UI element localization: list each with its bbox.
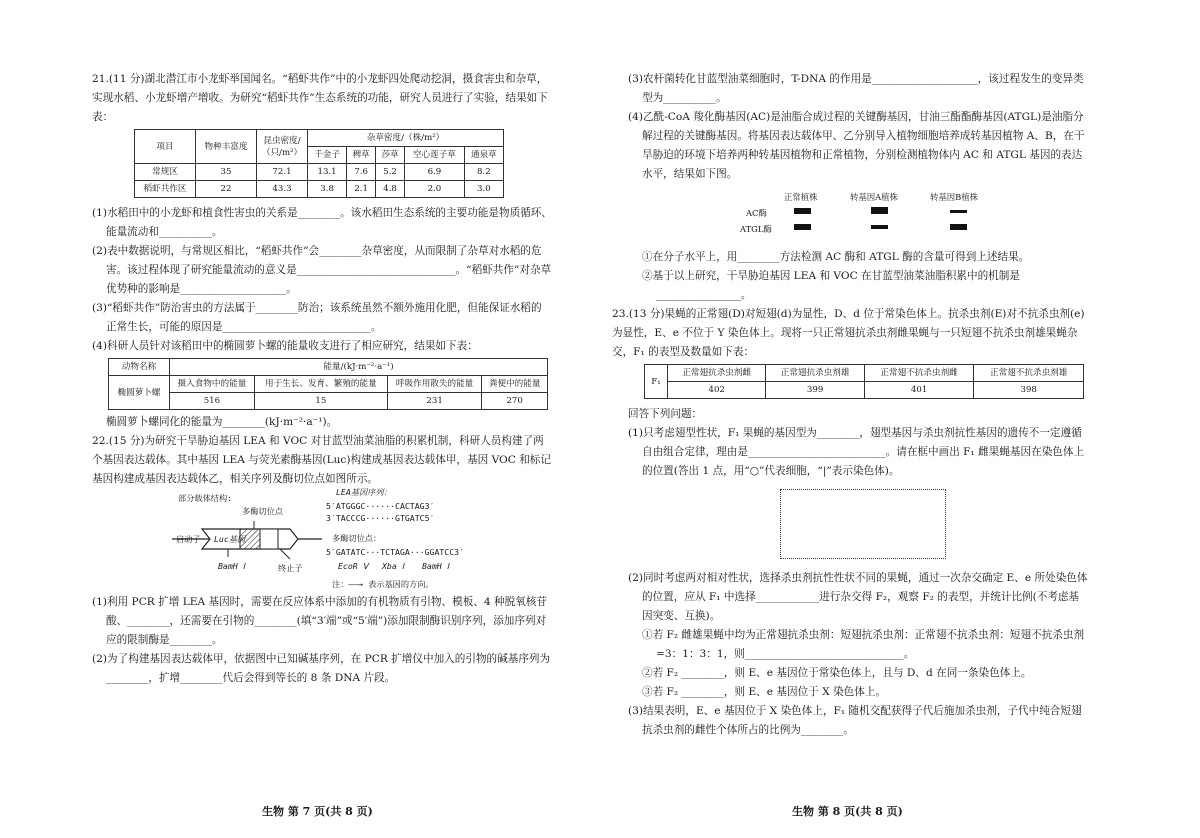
table-header: 项目 <box>135 130 196 164</box>
table-cell: 2.1 <box>347 181 376 198</box>
gel-band <box>794 208 811 214</box>
page-footer-left: 生物 第 7 页(共 8 页) <box>262 805 373 818</box>
table-cell: 516 <box>170 393 255 410</box>
table-header: 稗草 <box>347 147 376 164</box>
q21-table-1 <box>134 129 504 198</box>
table-cell: 13.1 <box>308 164 347 181</box>
table-header: 摄入食物中的能量 <box>170 376 255 393</box>
table-row <box>109 393 548 410</box>
table-cell: 6.9 <box>405 164 465 181</box>
q21-intro: 21.(11 分)湖北潜江市小龙虾举国闻名。“稻虾共作”中的小龙虾四处爬动挖洞，摄食害虫和杂草，实现水稻、小龙虾增产增收。为研究“稻虾共作”生态系统的功能，研究人员进行了实验，结果如下表： <box>92 73 548 123</box>
table-header: F₁ <box>645 365 668 399</box>
table-cell: 43.3 <box>257 181 308 198</box>
table-cell: 稻虾共作区 <box>135 181 196 198</box>
ecorv-label: EcoR Ⅴ <box>338 561 369 571</box>
table-cell: 398 <box>974 382 1084 399</box>
table-header: 莎草 <box>376 147 405 164</box>
table-header: 动物名称 <box>109 359 170 376</box>
table-cell: 72.1 <box>257 164 308 181</box>
promoter-label: 启动子 <box>176 534 201 544</box>
table-header: 粪便中的能量 <box>482 376 548 393</box>
table-cell: 15 <box>254 393 387 410</box>
table-cell: 402 <box>668 382 766 399</box>
table-cell: 231 <box>387 393 482 410</box>
vector-figure <box>92 489 552 619</box>
gel-col-label: 正常植株 <box>784 192 818 202</box>
table-header: 呼吸作用散失的能量 <box>387 376 482 393</box>
gel-band <box>871 207 888 214</box>
q21-sub-2: (2)表中数据说明，与常规区相比，“稻虾共作”会________杂草密度，从而限制了杂草对水稻的危害。该过程体现了研究能量流动的意义是______________________________。“稻虾共作”对杂草优势种的影响是____________________。 <box>92 245 552 295</box>
site-sequence: 5′GATATC···TCTAGA···GGATCC3′ <box>326 547 465 557</box>
terminator-label: 终止子 <box>278 563 303 573</box>
q21-table-2 <box>108 358 548 410</box>
lea-title: LEA基因序列： <box>336 487 392 497</box>
multi-site-label-2: 多酶切位点： <box>332 533 382 543</box>
vector-title: 部分载体结构: <box>178 493 233 503</box>
table-header: 空心莲子草 <box>405 147 465 164</box>
table-cell: 3.0 <box>464 181 503 198</box>
q21-sub-1: (1)水稻田中的小龙虾和植食性害虫的关系是________。该水稻田生态系统的主要功能是物质循环、能量流动和__________。 <box>92 207 552 238</box>
q23-answer-prompt: 回答下列问题： <box>628 408 703 420</box>
table-row <box>135 181 504 198</box>
gel-row-label: AC酶 <box>746 208 767 218</box>
q23-circle-2: ②若 F₂ ________，则 E、e 基因位于常染色体上，且与 D、d 在同一条染色体上。 <box>642 667 1032 679</box>
q22-intro: 22.(15 分)为研究干旱胁迫基因 LEA 和 VOC 对甘蓝型油菜油脂的积累机制，科研人员构建了两个基因表达载体。其中基因 LEA 与荧光素酶基因(Luc)构建成基因表达载体甲，基因 VOC 和标记基因构建成基因表达载体乙，相关序列及酶切位点如图所示。 <box>92 435 551 485</box>
table-header: 昆虫密度/（只/m²） <box>257 130 308 164</box>
table-header: 正常翅抗杀虫剂雄 <box>766 365 864 382</box>
gel-band <box>871 225 888 229</box>
table-row <box>645 382 1084 399</box>
table-header: 正常翅不抗杀虫剂雌 <box>864 365 974 382</box>
lea-seq-2: 3′TACCCG······GTGATC5′ <box>326 513 435 523</box>
table-cell: 401 <box>864 382 974 399</box>
table-cell: 35 <box>196 164 257 181</box>
page-footer-right: 生物 第 8 页(共 8 页) <box>792 805 903 818</box>
table-header: 正常翅抗杀虫剂雌 <box>668 365 766 382</box>
q23-intro: 23.(13 分)果蝇的正常翅(D)对短翅(d)为显性，D、d 位于常染色体上。抗杀虫剂(E)对不抗杀虫剂(e)为显性，E、e 不位于 Y 染色体上。现将一只正常翅抗杀虫剂雌果蝇与一只短翅不抗杀虫剂雄果蝇杂交，F₁ 的表型及数量如下表： <box>612 308 1085 358</box>
q22-circle-1: ①在分子水平上，用________方法检测 AC 酶和 ATGL 酶的含量可得到上述结果。 <box>642 251 1030 263</box>
table-header: 杂草密度/（株/m²） <box>308 130 504 147</box>
table-cell: 5.2 <box>376 164 405 181</box>
gel-col-label: 转基因A植株 <box>850 192 898 202</box>
table-cell: 椭圆萝卜螺 <box>109 376 170 410</box>
gel-col-label: 转基因B植株 <box>930 192 979 202</box>
table-header: 千金子 <box>308 147 347 164</box>
q23-table <box>644 364 1084 399</box>
table-cell: 22 <box>196 181 257 198</box>
q23-circle-3: ③若 F₂ ________，则 E、e 基因位于 X 染色体上。 <box>642 686 887 698</box>
gel-band <box>794 224 811 230</box>
gel-row-label: ATGL酶 <box>740 224 772 234</box>
table-header: 用于生长、发育、繁殖的能量 <box>254 376 387 393</box>
q22-sub-3: (3)农杆菌转化甘蓝型油菜细胞时，T-DNA 的作用是____________________，该过程发生的变异类型为__________。 <box>628 73 1084 104</box>
drawing-box[interactable] <box>780 489 946 559</box>
western-blot-figure <box>628 184 1088 248</box>
multi-site-label: 多酶切位点 <box>242 506 283 516</box>
table-cell: 270 <box>482 393 548 410</box>
q21-sub-4b: 椭圆萝卜螺同化的能量为________(kJ·m⁻²·a⁻¹)。 <box>106 416 338 428</box>
drawing-box-area <box>628 481 1088 563</box>
table-header: 能量/(kJ·m⁻²·a⁻¹) <box>170 359 548 376</box>
table-cell: 常规区 <box>135 164 196 181</box>
table-cell: 399 <box>766 382 864 399</box>
q21-sub-4: (4)科研人员针对该稻田中的椭圆萝卜螺的能量收支进行了相应研究，结果如下表： <box>92 340 478 352</box>
table-row <box>135 164 504 181</box>
bamhi-label: BamH Ⅰ <box>218 561 246 571</box>
q22-sub-1: (1)利用 PCR 扩增 LEA 基因时，需要在反应体系中添加的有机物质有引物、模板、4 种脱氧核苷酸、________，还需要在引物的________(填“3′端”或“5′端”)添加限制酶识别序列，添加序列对应的限制酶是________。 <box>92 596 547 646</box>
gel-band <box>950 224 967 230</box>
luc-gene-label: Luc基因 <box>214 534 246 544</box>
table-cell: 4.8 <box>376 181 405 198</box>
table-header: 正常翅不抗杀虫剂雄 <box>974 365 1084 382</box>
lea-seq-1: 5′ATGGGC······CACTAG3′ <box>326 501 435 511</box>
q22-circle-2: ②基于以上研究，干旱胁迫基因 LEA 和 VOC 在甘蓝型油菜油脂积累中的机制是________________。 <box>642 270 1020 301</box>
gel-band <box>950 210 967 213</box>
xbai-label: Xba Ⅰ <box>382 561 405 571</box>
q23-sub-2: (2)同时考虑两对相对性状，选择杀虫剂抗性性状不同的果蝇，通过一次杂交确定 E、e 所处染色体的位置，应从 F₁ 中选择____________进行杂交得 F₂，观察 F₂ 的表型，并统计比例(不考虑基因突变、互换)。 <box>628 572 1088 622</box>
table-header: 通泉草 <box>464 147 503 164</box>
figure-note: 注：——→ 表示基因的方向。 <box>332 579 434 589</box>
q22-sub-2: (2)为了构建基因表达载体甲，依据图中已知碱基序列，在 PCR 扩增仪中加入的引物的碱基序列为________，扩增________代后会得到等长的 8 条 DNA 片段。 <box>92 653 551 684</box>
q23-circle-1: ①若 F₂ 雌雄果蝇中均为正常翅抗杀虫剂：短翅抗杀虫剂：正常翅不抗杀虫剂：短翅不抗杀虫剂=3：1：3：1，则______________________________。 <box>642 629 1085 660</box>
table-header: 物种丰富度 <box>196 130 257 164</box>
q23-sub-3: (3)结果表明，E、e 基因位于 X 染色体上，F₁ 随机交配获得子代后施加杀虫剂，子代中纯合短翅抗杀虫剂的雌性个体所占的比例为________。 <box>628 705 1082 736</box>
table-cell: 7.6 <box>347 164 376 181</box>
left-page <box>92 70 552 688</box>
q23-sub-1: (1)只考虑翅型性状，F₁ 果蝇的基因型为________，翅型基因与杀虫剂抗性基因的遗传不一定遵循自由组合定律，理由是__________________________。请在框中画出 F₁ 雌果蝇基因在染色体上的位置(答出 1 点，用“○”代表细胞，“|”表示染色体)。 <box>628 427 1085 477</box>
table-cell: 8.2 <box>464 164 503 181</box>
table-cell: 2.0 <box>405 181 465 198</box>
bamhi-label-2: BamH Ⅰ <box>422 561 450 571</box>
right-page <box>612 70 1088 740</box>
q21-sub-3: (3)“稻虾共作”防治害虫的方法属于________防治；该系统虽然不额外施用化肥，但能保证水稻的正常生长，可能的原因是____________________________。 <box>92 302 542 333</box>
table-cell: 3.8 <box>308 181 347 198</box>
q22-sub-4: (4)乙酰-CoA 羧化酶基因(AC)是油脂合成过程的关键酶基因，甘油三酯酯酶基因(ATGL)是油脂分解过程的关键酶基因。将基因表达载体甲、乙分别导入植物细胞培养成转基因植物 A、B，在干旱胁迫的环境下培养两种转基因植物和正常植物，分别检测植物体内 AC 和 ATGL 基因的表达水平，结果如下图。 <box>628 111 1085 180</box>
